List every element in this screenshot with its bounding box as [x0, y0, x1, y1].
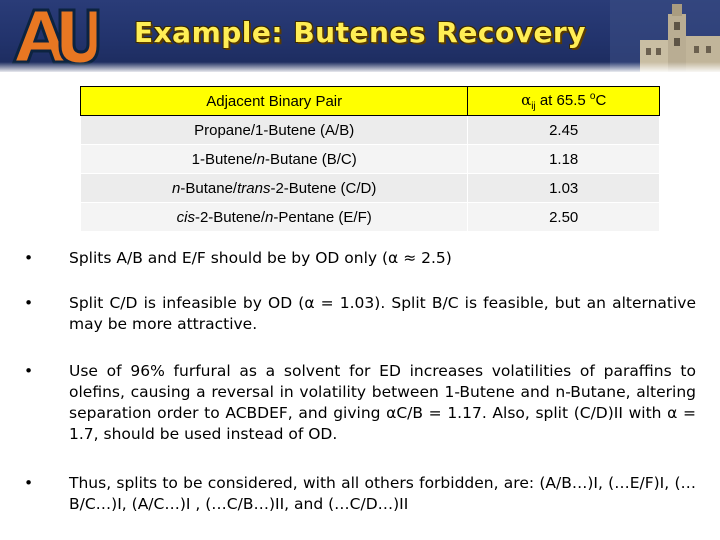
table-row — [81, 203, 660, 232]
pair-cell: 1-Butene/n-Butane (B/C) — [81, 145, 468, 174]
alpha-cell: 2.45 — [468, 116, 660, 145]
column-header-alpha — [468, 87, 660, 116]
alpha-cell: 2.50 — [468, 203, 660, 232]
list-item — [24, 473, 696, 515]
alpha-symbol: α — [521, 90, 532, 109]
alpha-cell: 1.18 — [468, 145, 660, 174]
bullet-dot-icon: • — [24, 294, 34, 312]
pair-cell: Propane/1-Butene (A/B) — [81, 116, 468, 145]
table-row — [81, 145, 660, 174]
list-item — [24, 248, 452, 269]
bullet-dot-icon: • — [24, 474, 34, 492]
page-title: Example: Butenes Recovery — [133, 16, 586, 49]
alpha-header-text: at 65.5 $^o$C — [539, 90, 607, 109]
column-header-pair: Adjacent Binary Pair — [81, 87, 468, 116]
bullet-text: Splits A/B and E/F should be by OD only (α ≈ 2.5) — [69, 249, 452, 267]
alpha-subscript: ij — [531, 100, 536, 112]
bullet-text: Split C/D is infeasible by OD (α = 1.03). Split B/C is feasible, but an alternative may be more attractive. — [69, 294, 696, 333]
alpha-cell: 1.03 — [468, 174, 660, 203]
header-banner — [0, 0, 720, 72]
binary-pair-table — [80, 86, 660, 232]
bullet-text: Use of 96% furfural as a solvent for ED increases volatilities of paraffins to olefins, causing a reversal in volatility between 1-Butene and n-Butane, altering separation order to ACBDEF, and giving αC/B = 1.17. Also, split (C/D)II with α = 1.7, should be used instead of OD. — [69, 362, 696, 443]
bullet-dot-icon: • — [24, 249, 34, 267]
table-row — [81, 174, 660, 203]
pair-cell: cis-2-Butene/n-Pentane (E/F) — [81, 203, 468, 232]
list-item — [24, 293, 696, 335]
list-item — [24, 361, 696, 445]
bullet-text: Thus, splits to be considered, with all others forbidden, are: (A/B…)I, (…E/F)I, (…B/C…)I, (A/C…)I , (…C/B…)II, and (…C/D…)II — [69, 474, 696, 513]
bullet-dot-icon: • — [24, 362, 34, 380]
table-header-row — [81, 87, 660, 116]
pair-cell: n-Butane/trans-2-Butene (C/D) — [81, 174, 468, 203]
table-row — [81, 116, 660, 145]
